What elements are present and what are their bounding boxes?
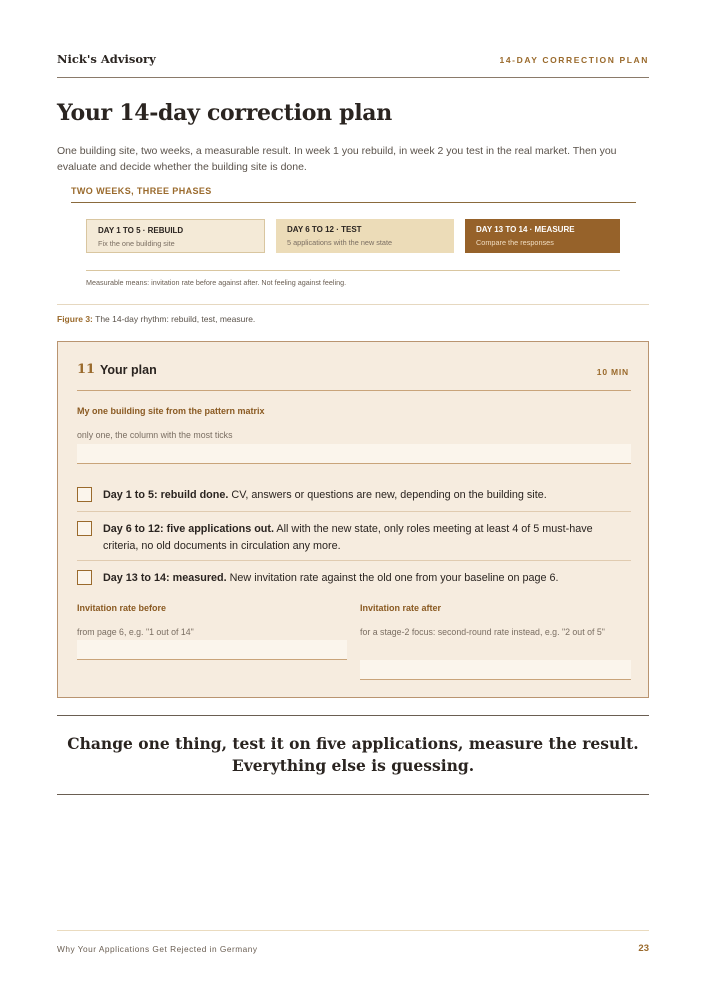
phase-subtitle: Compare the responses [476,238,554,247]
page-title: Your 14-day correction plan [57,100,392,126]
phase-subtitle: Fix the one building site [98,239,175,248]
phase-title: DAY 6 TO 12 · TEST [287,225,362,234]
divider [57,794,649,795]
phase-title: DAY 1 TO 5 · REBUILD [98,226,184,235]
exercise-title: Your plan [100,363,157,377]
checklist-bold: Day 1 to 5: rebuild done. [103,489,229,501]
divider [57,304,649,305]
rate-after-hint: for a stage-2 focus: second-round rate instead, e.g. "2 out of 5" [360,627,605,637]
phase-subtitle: 5 applications with the new state [287,238,393,247]
checklist-item [77,570,631,590]
rate-before-input[interactable] [77,640,347,660]
divider [57,930,649,931]
footer-title: Why Your Applications Get Rejected in Germany [57,944,258,954]
brand-name: Nick's Advisory [57,52,156,66]
checkbox-rebuild[interactable] [77,487,92,502]
figure-caption-text: The 14-day rhythm: rebuild, test, measure. [95,314,256,324]
building-site-hint: only one, the column with the most ticks [77,430,233,440]
exercise-number: 11 [77,362,96,377]
phase-rebuild [86,219,265,253]
checkbox-test[interactable] [77,521,92,536]
quote-line: Change one thing, test it on five applications, measure the result. [67,734,639,753]
checklist-detail: All with the new state, only roles meeting at least 4 of 5 must-have criteria, no old documents in circulation any more. [103,523,593,552]
rate-before-label: Invitation rate before [77,603,167,613]
divider [57,715,649,716]
quote-line: Everything else is guessing. [231,756,475,775]
checkbox-measure[interactable] [77,570,92,585]
building-site-input[interactable] [77,444,631,464]
phase-test [276,219,454,253]
checklist-detail: CV, answers or questions are new, depending on the building site. [228,489,547,501]
checklist-bold: Day 6 to 12: five applications out. [103,523,274,535]
divider [77,390,631,391]
figure-caption [57,314,255,324]
figure-label: Figure 3: [57,314,93,324]
checklist-text [103,487,631,504]
exercise-duration: 10 MIN [596,367,629,377]
checklist-detail: New invitation rate against the old one from your baseline on page 6. [226,572,559,584]
phases-note: Measurable means: invitation rate before against after. Not feeling against feeling. [86,278,347,287]
checklist-text [103,570,631,587]
page-number: 23 [638,943,649,954]
page-header [57,52,649,78]
plan-worksheet [57,341,649,698]
divider [86,270,620,271]
intro-paragraph: One building site, two weeks, a measurable result. In week 1 you rebuild, in week 2 you test in the real market. Then you evaluate and decide whether the building site is done. [57,145,617,173]
building-site-label: My one building site from the pattern matrix [77,406,265,416]
pull-quote [57,733,649,777]
checklist-item [77,521,631,561]
checklist-item [77,487,631,512]
section-label: 14-DAY CORRECTION PLAN [499,55,649,65]
rate-after-label: Invitation rate after [360,603,442,613]
checklist-bold: Day 13 to 14: measured. [103,572,227,584]
phase-title: DAY 13 TO 14 · MEASURE [476,225,575,234]
checklist-text [103,521,631,554]
rate-after-input[interactable] [360,660,631,680]
phase-measure [465,219,620,253]
rate-before-hint: from page 6, e.g. "1 out of 14" [77,627,194,637]
phases-heading: TWO WEEKS, THREE PHASES [71,186,636,203]
